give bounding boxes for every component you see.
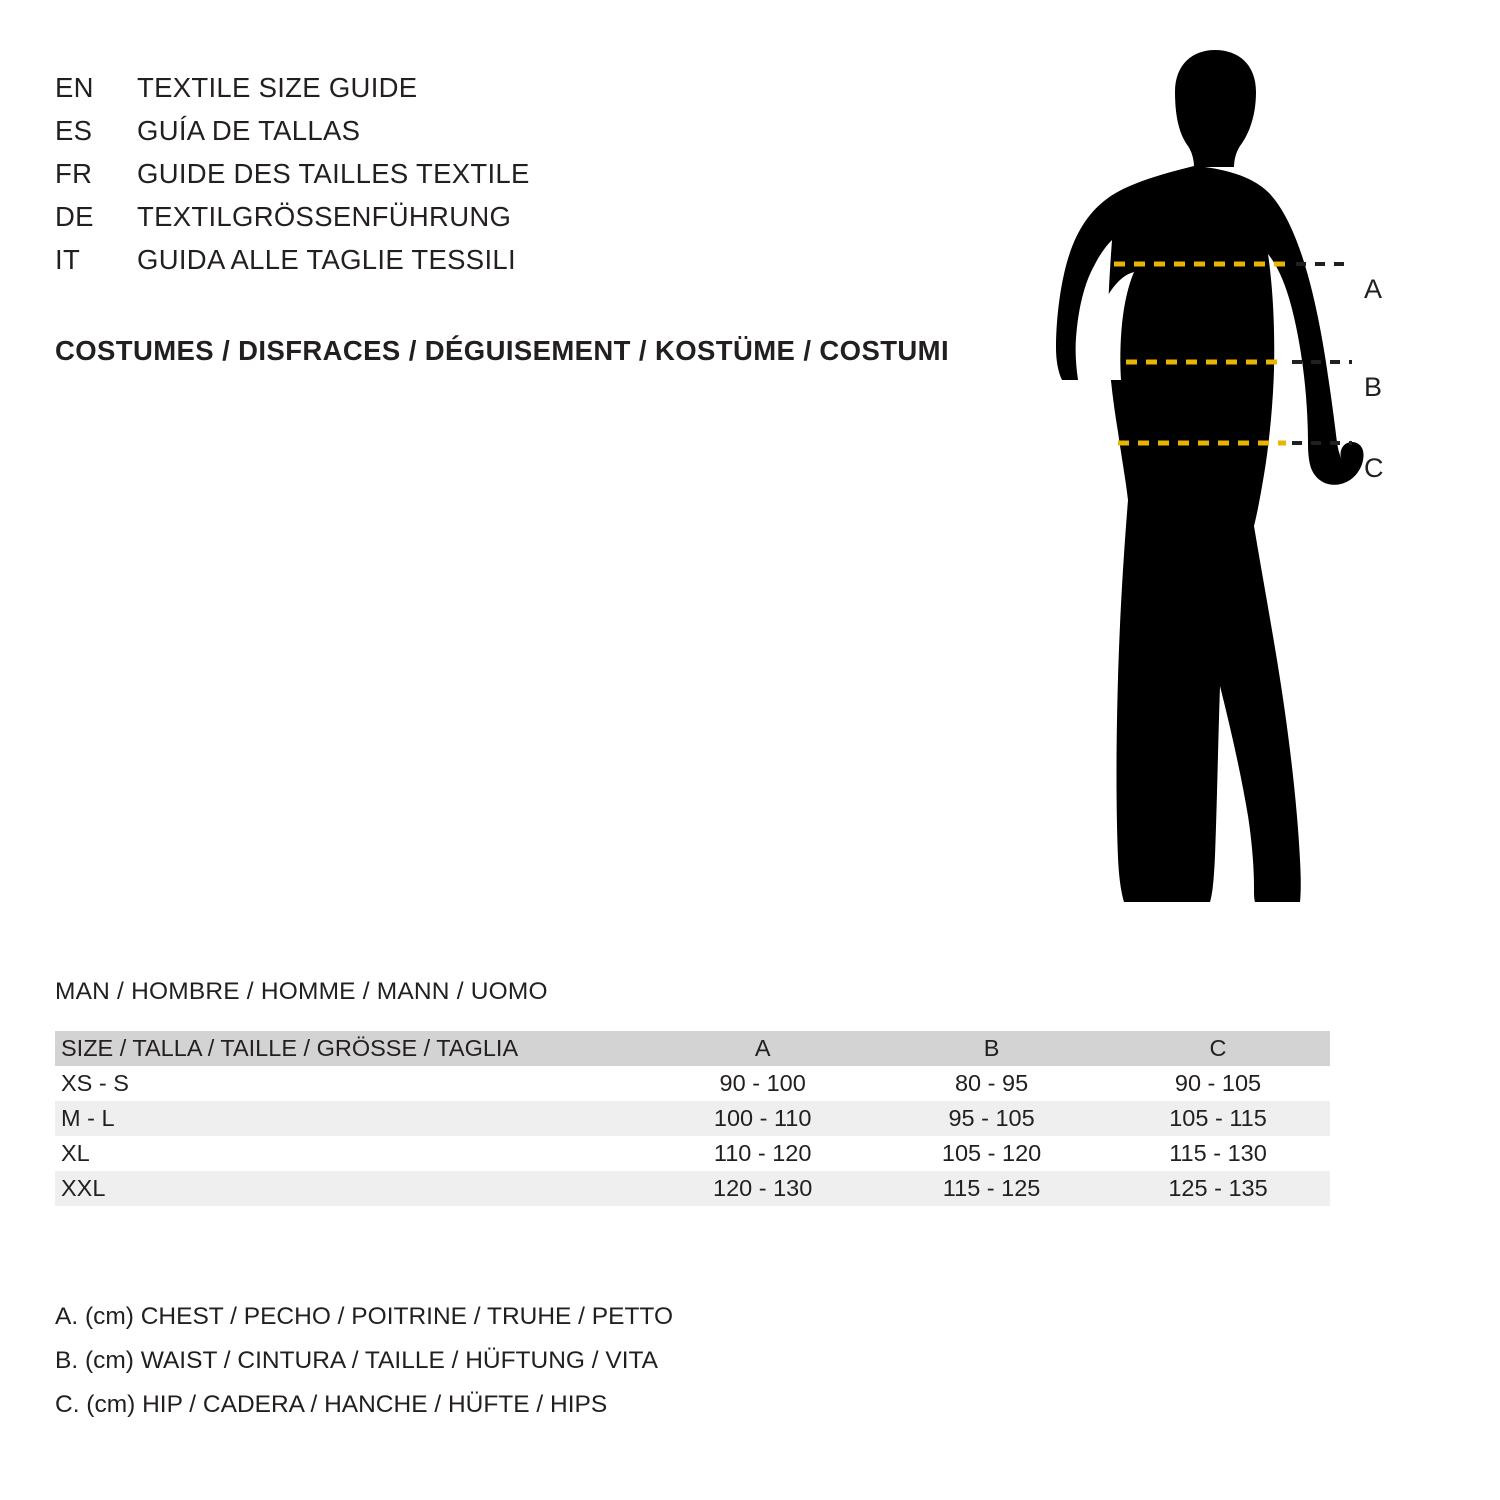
cell-c: 105 - 115 — [1169, 1105, 1267, 1131]
cell-b: 105 - 120 — [941, 1140, 1042, 1166]
language-header-block — [55, 72, 855, 287]
language-row-it — [55, 244, 855, 287]
language-row-fr — [55, 158, 855, 201]
cell-a: 110 - 120 — [713, 1140, 812, 1166]
body-figure — [1000, 30, 1460, 930]
language-code-it: IT — [55, 244, 81, 275]
cell-c: 115 - 130 — [1169, 1140, 1267, 1166]
cell-c: 125 - 135 — [1168, 1175, 1268, 1201]
column-header-b: B — [983, 1035, 1000, 1061]
cell-size: M - L — [61, 1105, 115, 1131]
language-code-fr: FR — [55, 158, 93, 189]
table-title: MAN / HOMBRE / HOMME / MANN / UOMO — [55, 978, 548, 1005]
table-header-row — [55, 1031, 1330, 1066]
language-row-es — [55, 115, 855, 158]
cell-b: 80 - 95 — [954, 1070, 1029, 1096]
cell-size: XXL — [61, 1175, 106, 1201]
table-row — [55, 1101, 1330, 1136]
language-code-es: ES — [55, 115, 93, 146]
cell-a: 100 - 110 — [713, 1105, 812, 1131]
cell-size: XL — [61, 1140, 90, 1166]
language-text-es: GUÍA DE TALLAS — [137, 115, 361, 146]
silhouette-shape — [1056, 50, 1364, 902]
note-b: B. (cm) WAIST / CINTURA / TAILLE / HÜFTUNG / VITA — [55, 1347, 659, 1374]
language-text-de: TEXTILGRÖSSENFÜHRUNG — [137, 201, 512, 232]
cell-c: 90 - 105 — [1174, 1070, 1262, 1096]
measure-label-a: A — [1364, 274, 1383, 304]
column-header-c: C — [1209, 1035, 1227, 1061]
measure-label-c: C — [1364, 453, 1384, 483]
table-row — [55, 1171, 1330, 1206]
cell-size: XS - S — [61, 1070, 129, 1096]
size-table — [55, 1031, 1330, 1206]
cell-b: 95 - 105 — [948, 1105, 1035, 1131]
cell-a: 120 - 130 — [713, 1175, 813, 1201]
category-line: COSTUMES / DISFRACES / DÉGUISEMENT / KOSTÜME / COSTUMI — [55, 335, 950, 366]
cell-a: 90 - 100 — [719, 1070, 806, 1096]
language-row-en — [55, 72, 855, 115]
column-header-size: SIZE / TALLA / TAILLE / GRÖSSE / TAGLIA — [61, 1035, 519, 1061]
language-code-de: DE — [55, 201, 94, 232]
table-row — [55, 1136, 1330, 1171]
measurement-notes — [55, 1295, 673, 1427]
column-header-a: A — [754, 1035, 771, 1061]
note-a: A. (cm) CHEST / PECHO / POITRINE / TRUHE / PETTO — [55, 1303, 674, 1330]
cell-b: 115 - 125 — [942, 1175, 1041, 1201]
language-code-en: EN — [55, 72, 94, 103]
language-text-it: GUIDA ALLE TAGLIE TESSILI — [137, 244, 516, 275]
language-row-de — [55, 201, 855, 244]
language-text-en: TEXTILE SIZE GUIDE — [137, 72, 418, 103]
table-row — [55, 1066, 1330, 1101]
language-text-fr: GUIDE DES TAILLES TEXTILE — [137, 158, 530, 189]
measure-label-b: B — [1364, 372, 1383, 402]
note-c: C. (cm) HIP / CADERA / HANCHE / HÜFTE / HIPS — [55, 1391, 608, 1418]
